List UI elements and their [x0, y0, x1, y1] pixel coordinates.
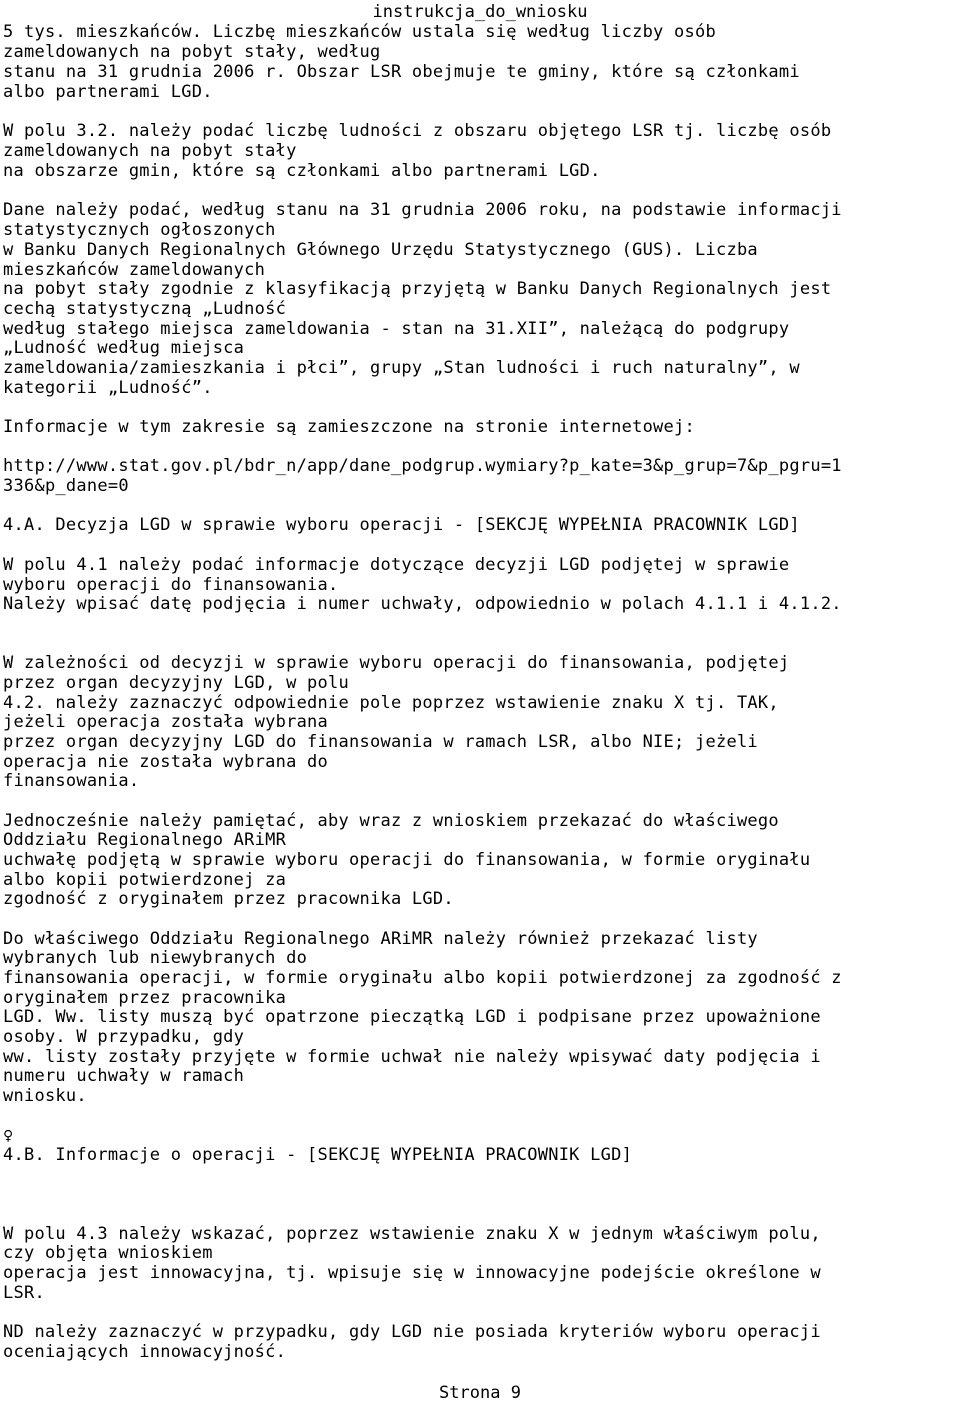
- section-heading-4a: 4.A. Decyzja LGD w sprawie wyboru operacji - [SEKCJĘ WYPEŁNIA PRACOWNIK LGD]: [3, 515, 800, 535]
- text-line: Należy wpisać datę podjęcia i numer uchwały, odpowiednio w polach 4.1.1 i 4.1.2.: [3, 594, 842, 614]
- text-line: LSR.: [3, 1283, 45, 1303]
- text-line: W polu 4.3 należy wskazać, poprzez wstawienie znaku X w jednym właściwym polu,: [3, 1224, 821, 1244]
- text-line: LGD. Ww. listy muszą być opatrzone pieczątką LGD i podpisane przez upoważnione: [3, 1007, 821, 1027]
- text-line: Dane należy podać, według stanu na 31 grudnia 2006 roku, na podstawie informacji: [3, 200, 842, 220]
- text-line: zgodność z oryginałem przez pracownika LGD.: [3, 889, 454, 909]
- text-line: 4.2. należy zaznaczyć odpowiednie pole poprzez wstawienie znaku X tj. TAK,: [3, 693, 779, 713]
- text-line: zameldowania/zamieszkania i płci”, grupy „Stan ludności i ruch naturalny”, w: [3, 358, 800, 378]
- text-line: albo partnerami LGD.: [3, 82, 213, 102]
- text-line: albo kopii potwierdzonej za: [3, 870, 287, 890]
- text-line: Informacje w tym zakresie są zamieszczone na stronie internetowej:: [3, 417, 696, 437]
- text-line: wybranych lub niewybranych do: [3, 948, 308, 968]
- text-line: na pobyt stały zgodnie z klasyfikacją przyjętą w Banku Danych Regionalnych jest: [3, 279, 832, 299]
- text-line: W polu 4.1 należy podać informacje dotyczące decyzji LGD podjętej w sprawie: [3, 555, 790, 575]
- text-line: osoby. W przypadku, gdy: [3, 1027, 245, 1047]
- text-line: w Banku Danych Regionalnych Głównego Urzędu Statystycznego (GUS). Liczba: [3, 240, 758, 260]
- text-line: mieszkańców zameldowanych: [3, 260, 266, 280]
- text-line: finansowania operacji, w formie oryginału albo kopii potwierdzonej za zgodność z: [3, 968, 842, 988]
- text-line: ww. listy zostały przyjęte w formie uchwał nie należy wpisywać daty podjęcia i: [3, 1047, 821, 1067]
- text-line: W zależności od decyzji w sprawie wyboru operacji do finansowania, podjętej: [3, 653, 790, 673]
- link-url[interactable]: 336&p_dane=0: [3, 476, 129, 496]
- female-symbol-icon: ♀: [3, 1126, 14, 1146]
- text-line: wniosku.: [3, 1086, 87, 1106]
- text-line: finansowania.: [3, 771, 140, 791]
- text-line: ND należy zaznaczyć w przypadku, gdy LGD nie posiada kryteriów wyboru operacji: [3, 1322, 821, 1342]
- text-line: W polu 3.2. należy podać liczbę ludności z obszaru objętego LSR tj. liczbę osób: [3, 121, 832, 141]
- text-line: numeru uchwały w ramach: [3, 1066, 245, 1086]
- text-line: zameldowanych na pobyt stały, według: [3, 42, 381, 62]
- text-line: czy objęta wnioskiem: [3, 1243, 213, 1263]
- page-number: Strona 9: [439, 1383, 521, 1403]
- text-line: Jednocześnie należy pamiętać, aby wraz z wnioskiem przekazać do właściwego: [3, 811, 779, 831]
- text-line: przez organ decyzyjny LGD, w polu: [3, 673, 350, 693]
- text-line: według stałego miejsca zameldowania - stan na 31.XII”, należącą do podgrupy: [3, 319, 790, 339]
- text-line: operacja jest innowacyjna, tj. wpisuje się w innowacyjne podejście określone w: [3, 1263, 821, 1283]
- text-line: przez organ decyzyjny LGD do finansowania w ramach LSR, albo NIE; jeżeli: [3, 732, 758, 752]
- text-line: Oddziału Regionalnego ARiMR: [3, 830, 287, 850]
- text-line: cechą statystyczną „Ludność: [3, 299, 287, 319]
- text-line: oceniających innowacyjność.: [3, 1342, 287, 1362]
- text-line: na obszarze gmin, które są członkami albo partnerami LGD.: [3, 161, 601, 181]
- text-line: kategorii „Ludność”.: [3, 378, 213, 398]
- text-line: stanu na 31 grudnia 2006 r. Obszar LSR obejmuje te gminy, które są członkami: [3, 62, 800, 82]
- text-line: oryginałem przez pracownika: [3, 988, 287, 1008]
- document-title: instrukcja_do_wniosku: [372, 2, 588, 22]
- link-url[interactable]: http://www.stat.gov.pl/bdr_n/app/dane_podgrup.wymiary?p_kate=3&p_grup=7&p_pgru=1: [3, 456, 842, 476]
- text-line: operacja nie została wybrana do: [3, 752, 329, 772]
- text-line: jeżeli operacja została wybrana: [3, 712, 329, 732]
- text-line: statystycznych ogłoszonych: [3, 220, 276, 240]
- text-line: „Ludność według miejsca: [3, 338, 245, 358]
- section-heading-4b: 4.B. Informacje o operacji - [SEKCJĘ WYPEŁNIA PRACOWNIK LGD]: [3, 1145, 633, 1165]
- text-line: 5 tys. mieszkańców. Liczbę mieszkańców ustala się według liczby osób: [3, 22, 716, 42]
- text-line: zameldowanych na pobyt stały: [3, 141, 297, 161]
- text-line: wyboru operacji do finansowania.: [3, 575, 339, 595]
- text-line: uchwałę podjętą w sprawie wyboru operacji do finansowania, w formie oryginału: [3, 850, 811, 870]
- text-line: Do właściwego Oddziału Regionalnego ARiMR należy również przekazać listy: [3, 929, 758, 949]
